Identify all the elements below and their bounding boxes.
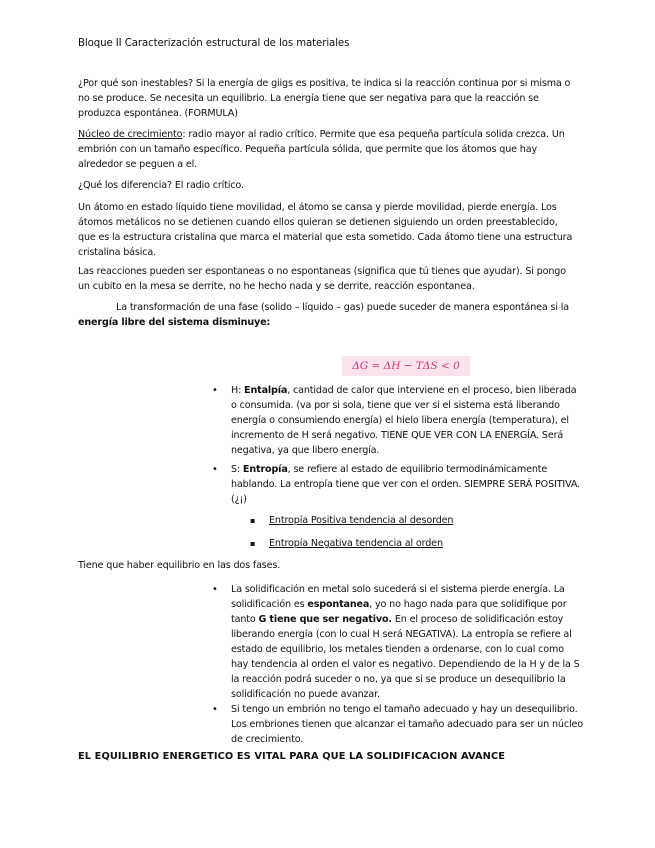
spontaneous-bold: espontanea: [307, 599, 370, 610]
sub-bullet-square: ▪: [250, 516, 256, 525]
sub-bullet-square: ▪: [250, 539, 256, 548]
g-negative-bold: G tiene que ser negativo.: [258, 614, 392, 625]
bullet-entropy: [231, 462, 583, 507]
page-header: Bloque II Caracterización estructural de los materiales: [78, 38, 350, 49]
paragraph-equilibrium-phases: Tiene que haber equilibrio en las dos fases.: [78, 560, 281, 571]
entropy-text: , se refiere al estado de equilibrio termodinámicamente hablando. La entropía tiene que ver con el orden. SIEMPRE SERÁ POSITIVA. (¿¡): [231, 464, 581, 505]
bullet-dot: •: [212, 464, 218, 475]
paragraph-difference: ¿Qué los diferencia? El radio crítico.: [78, 180, 244, 191]
solidification-text-2: , yo no hago nada para que solidifique por tanto: [231, 599, 567, 625]
entropy-prefix: S:: [231, 464, 243, 475]
entropy-term: Entropía: [242, 464, 288, 475]
growth-nucleus-label: Núcleo de crecimiento: [78, 129, 183, 140]
enthalpy-text: , cantidad de calor que interviene en el proceso, bien liberada o consumida. (va por si sola, tiene que ver si el sistema está liberando energía o consumiendo energía) el hielo libera energía (temperatura), el incremento de H será negativo. TIENE QUE VER CON LA ENERGÍA. Será negativa, ya que libero energía.: [231, 385, 577, 456]
bullet-dot: •: [212, 584, 218, 595]
bullet-embryo: Si tengo un embrión no tengo el tamaño adecuado y hay un desequilibrio. Los embriones tienen que alcanzar el tamaño adecuado para ser un núcleo de crecimiento.: [231, 704, 583, 745]
free-energy-bold: energía libre del sistema disminuye:: [78, 317, 271, 328]
enthalpy-prefix: H:: [231, 385, 245, 396]
paragraph-phase-transformation: [78, 300, 578, 330]
paragraph-reactions: Las reacciones pueden ser espontaneas o no espontaneas (significa que tú tienes que ayudar). Si pongo un cubito en la mesa se derrite, no he hecho nada y se derrite, reacción espontanea.: [78, 266, 566, 292]
growth-nucleus-text: : radio mayor al radio crítico. Permite que esa pequeña partícula solida crezca. Un embrión con un tamaño específico. Pequeña partícula sólida, que permite que los átomos que hay alrededor se peguen a el.: [78, 129, 565, 170]
paragraph-why-unstable: ¿Por qué son inestables? Si la energía de giigs es positiva, te indica si la reacción continua por si misma o no se produce. Se necesita un equilibrio. La energía tiene que ser negativa para que la reacción se produzca espontánea. (FORMULA): [78, 78, 571, 119]
sub-bullet-negative-entropy: Entropía Negativa tendencia al orden: [269, 538, 443, 549]
phase-transformation-text: La transformación de una fase (solido – líquido – gas) puede suceder de manera espontánea si la: [116, 302, 570, 313]
solidification-text-3: En el proceso de solidificación estoy liberando energía (con lo cual H será NEGATIVA). La entropía se refiere al estado de equilibrio, los metales tienden a ordenarse, con lo cual como hay tendencia al orden el valor es negativo. Dependiendo de la H y de la S la reacción podrá suceder o no, ya que si se produce un desequilibrio la solidificación no puede avanzar.: [231, 614, 580, 700]
enthalpy-term: Entalpía: [244, 385, 288, 396]
sub-bullet-positive-entropy: Entropía Positiva tendencia al desorden: [269, 515, 454, 526]
bullet-solidification: [231, 582, 583, 702]
gibbs-formula: ΔG = ΔH − TΔS < 0: [342, 356, 470, 376]
solidification-text-1: La solidificación en metal solo sucederá si el sistema pierde energía. La solidificación es: [231, 584, 565, 610]
paragraph-atom-mobility: Un átomo en estado líquido tiene movilidad, el átomo se cansa y pierde movilidad, pierde energía. Los átomos metálicos no se detienen cuando ellos quieran se detienen siguiendo un orden preestablecido, que es la estructura cristalina que marca el material que esta sometido. Cada átomo tiene una estructura cristalina básica.: [78, 202, 573, 258]
bullet-dot: •: [212, 385, 218, 396]
final-statement: EL EQUILIBRIO ENERGETICO ES VITAL PARA QUE LA SOLIDIFICACION AVANCE: [78, 751, 506, 762]
bullet-dot: •: [212, 704, 218, 715]
bullet-enthalpy: [231, 383, 583, 458]
paragraph-growth-nucleus: [78, 127, 578, 172]
